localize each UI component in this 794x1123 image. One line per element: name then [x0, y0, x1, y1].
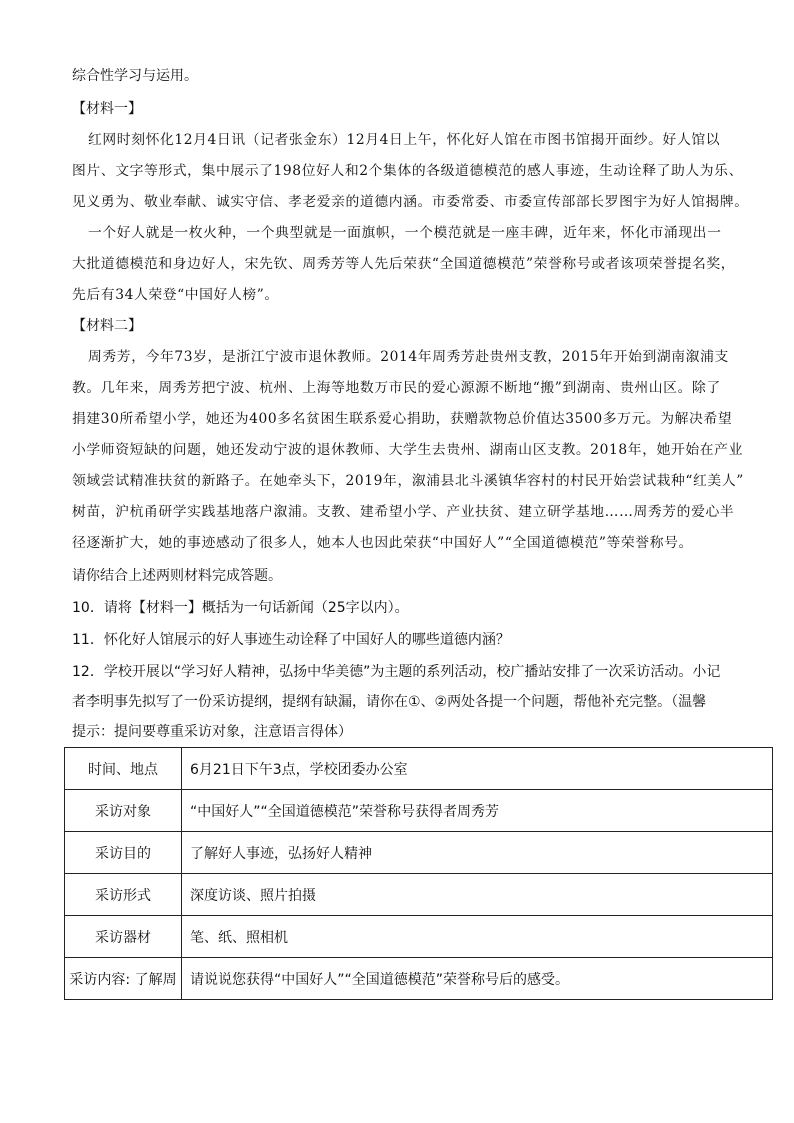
- material-two-line: 教。几年来，周秀芳把宁波、杭州、上海等地数万市民的爱心源源不断地“搬”到湖南、贵州山区。除了: [72, 380, 721, 396]
- section-heading: 综合性学习与运用。: [72, 68, 198, 84]
- table-key-cell: 采访器材: [65, 916, 182, 958]
- table-row: [65, 916, 773, 958]
- material-two-line: 径逐渐扩大，她的事迹感动了很多人，她本人也因此荣获“中国好人”“全国道德模范”等荣誉称号。: [72, 535, 693, 551]
- material-one-line: 大批道德模范和身边好人，宋先钦、周秀芳等人先后荣获“全国道德模范”荣誉称号或者该项荣誉提名奖，: [72, 256, 736, 272]
- table-row: [65, 958, 773, 1000]
- material-one-label: 【材料一】: [72, 101, 142, 117]
- material-one-line: 红网时刻怀化12月4日讯（记者张金东）12月4日上午，怀化好人馆在市图书馆揭开面纱。好人馆以: [88, 132, 721, 148]
- material-two-label: 【材料二】: [72, 318, 142, 334]
- table-key-cell: 采访对象: [65, 790, 182, 832]
- table-value-cell: 深度访谈、照片拍摄: [182, 874, 773, 916]
- table-key-cell: 采访目的: [65, 832, 182, 874]
- table-value-cell: 了解好人事迹，弘扬好人精神: [182, 832, 773, 874]
- material-two-line: 周秀芳，今年73岁，是浙江宁波市退休教师。2014年周秀芳赴贵州支教，2015年开始到湖南溆浦支: [88, 349, 729, 365]
- material-one-line: 见义勇为、敬业奉献、诚实守信、孝老爱亲的道德内涵。市委常委、市委宣传部部长罗图宇为好人馆揭牌。: [72, 194, 749, 210]
- material-two-line: 树苗，沪杭甬研学实践基地落户溆浦。支教、建希望小学、产业扶贫、建立研学基地……周秀芳的爱心半: [72, 504, 735, 520]
- table-value-cell: 请说说您获得“中国好人”“全国道德模范”荣誉称号后的感受。: [182, 958, 773, 1000]
- instruction-text: 请你结合上述两则材料完成答题。: [72, 568, 282, 584]
- material-one-line: 先后有34人荣登“中国好人榜”。: [72, 287, 279, 303]
- question-11: 11．怀化好人馆展示的好人事迹生动诠释了中国好人的哪些道德内涵？: [72, 632, 510, 648]
- table-key-cell: 采访内容: 了解周: [65, 958, 182, 1000]
- table-value-cell: “中国好人”“全国道德模范”荣誉称号获得者周秀芳: [182, 790, 773, 832]
- table-key-cell: 时间、地点: [65, 748, 182, 790]
- table-row: [65, 790, 773, 832]
- table-value-cell: 6月21日下午3点，学校团委办公室: [182, 748, 773, 790]
- material-one-line: 图片、文字等形式，集中展示了198位好人和2个集体的各级道德模范的感人事迹，生动诠释了助人为乐、: [72, 163, 743, 179]
- material-two-line: 领域尝试精准扶贫的新路子。在她牵头下，2019年，溆浦县北斗溪镇华容村的村民开始尝试栽种“红美人”: [72, 473, 744, 489]
- interview-outline-table: [64, 747, 773, 1000]
- question-12-line: 提示：提问要尊重采访对象，注意语言得体）: [72, 724, 352, 740]
- table-row: [65, 748, 773, 790]
- question-12-line: 者李明事先拟写了一份采访提纲，提纲有缺漏，请你在①、②两处各提一个问题，帮他补充完整。（温馨: [72, 694, 707, 710]
- material-two-line: 小学师资短缺的问题，她还发动宁波的退休教师、大学生去贵州、湖南山区支教。2018年，她开始在产业: [72, 442, 743, 458]
- material-one-line: 一个好人就是一枚火种，一个典型就是一面旗帜，一个模范就是一座丰碑，近年来，怀化市涌现出一: [88, 225, 722, 241]
- table-row: [65, 874, 773, 916]
- table-key-cell: 采访形式: [65, 874, 182, 916]
- question-10: 10．请将【材料一】概括为一句话新闻（25字以内）。: [72, 600, 409, 616]
- material-two-line: 捐建30所希望小学，她还为400多名贫困生联系爱心捐助，获赠款物总价值达3500多万元。为解决希望: [72, 411, 733, 427]
- question-12-line: 12．学校开展以“学习好人精神，弘扬中华美德”为主题的系列活动，校广播站安排了一次采访活动。小记: [72, 664, 721, 680]
- table-row: [65, 832, 773, 874]
- table-value-cell: 笔、纸、照相机: [182, 916, 773, 958]
